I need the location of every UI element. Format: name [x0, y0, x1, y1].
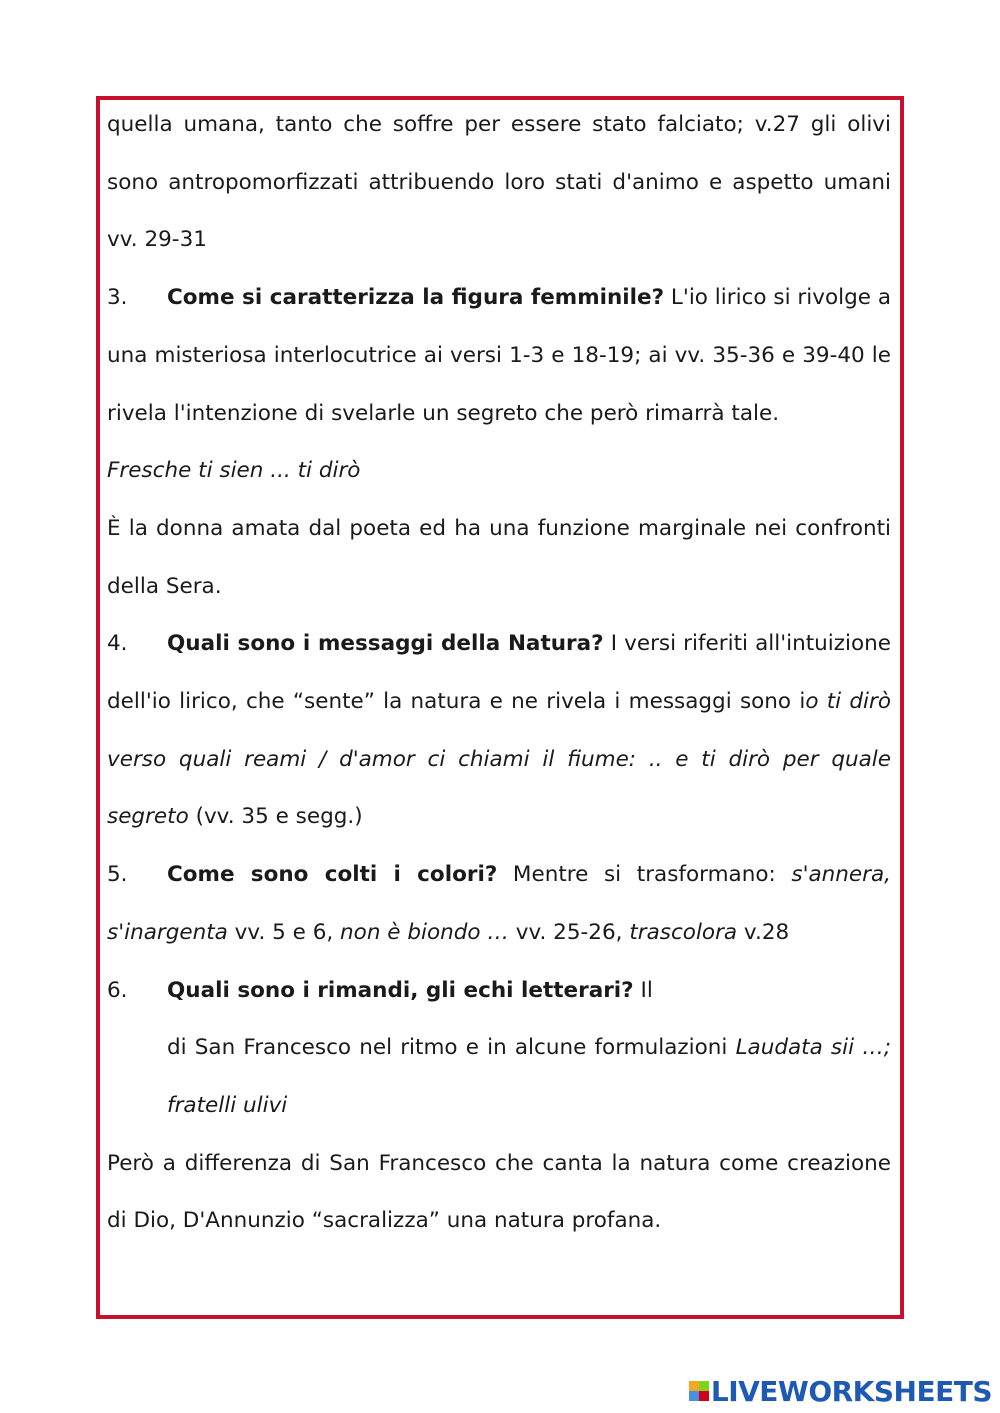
question-6-tail: Il: [633, 977, 653, 1003]
question-5-ref-3: v.28: [737, 919, 790, 945]
question-5-ref-2: vv. 25-26,: [508, 919, 630, 945]
paragraph-donna: [107, 500, 891, 615]
paragraph-final-text: Però a differenza di San Francesco che canta la natura come creazione di Dio, D'Annunzio “sacralizza” una natura profana.: [107, 1150, 891, 1234]
paragraph-intro: [107, 96, 891, 269]
question-3-quote: Fresche ti sien ... ti dirò: [107, 458, 361, 484]
question-5: [107, 846, 891, 961]
paragraph-final: [107, 1135, 891, 1250]
question-5-intro: Mentre si trasformano:: [497, 862, 792, 888]
question-6: [107, 962, 891, 1020]
question-5-term-3: trascolora: [629, 919, 738, 945]
question-3-number: 3.: [107, 285, 128, 311]
question-3-answer: L'io lirico si rivolge a una misteriosa interlocutrice ai versi 1-3 e 18-19; ai vv. 35-36 e 39-40 le rivela l'intenzione di svelarle un segreto che però rimarrà tale.: [107, 285, 891, 426]
question-4-answer: I versi riferiti all'intuizione dell'io lirico, che “sente” la natura e ne rivela i messaggi sono i: [107, 631, 891, 715]
paragraph-intro-text: quella umana, tanto che soffre per essere stato falciato; v.27 gli olivi sono antropomorfizzati attribuendo loro stati d'animo e aspetto umani vv. 29-31: [107, 112, 891, 253]
question-3: [107, 269, 891, 442]
question-5-title: Come sono colti i colori?: [167, 862, 498, 888]
liveworksheets-logo-text: LIVEWORKSHEETS: [710, 1374, 992, 1408]
liveworksheets-logo-icon: [689, 1381, 709, 1401]
question-4-title: Quali sono i messaggi della Natura?: [167, 631, 604, 657]
liveworksheets-logo: [689, 1375, 992, 1407]
question-5-term-1: s'annera, s'inargenta: [107, 862, 891, 945]
question-3-quote-line: [107, 442, 891, 500]
question-6-number: 6.: [107, 977, 128, 1003]
document-body: [107, 96, 891, 1250]
question-4-ref: (vv. 35 e segg.): [188, 804, 363, 830]
question-4: [107, 615, 891, 846]
question-3-title: Come si caratterizza la figura femminile?: [167, 285, 665, 311]
question-5-term-2: non è biondo …: [340, 919, 509, 945]
question-4-number: 4.: [107, 631, 128, 657]
question-6-title: Quali sono i rimandi, gli echi letterari?: [167, 977, 634, 1003]
question-6-line-2: di San Francesco nel ritmo e in alcune formulazioni: [167, 1035, 736, 1061]
question-6-quote: Laudata sii …; fratelli ulivi: [167, 1035, 891, 1118]
question-6-continuation: [107, 1019, 891, 1134]
question-5-number: 5.: [107, 862, 128, 888]
paragraph-donna-text: È la donna amata dal poeta ed ha una funzione marginale nei confronti della Sera.: [107, 515, 891, 599]
question-5-ref-1: vv. 5 e 6,: [227, 919, 341, 945]
question-4-quote: o ti dirò verso quali reami / d'amor ci chiami il fiume: .. e ti dirò per quale segreto: [107, 689, 892, 830]
